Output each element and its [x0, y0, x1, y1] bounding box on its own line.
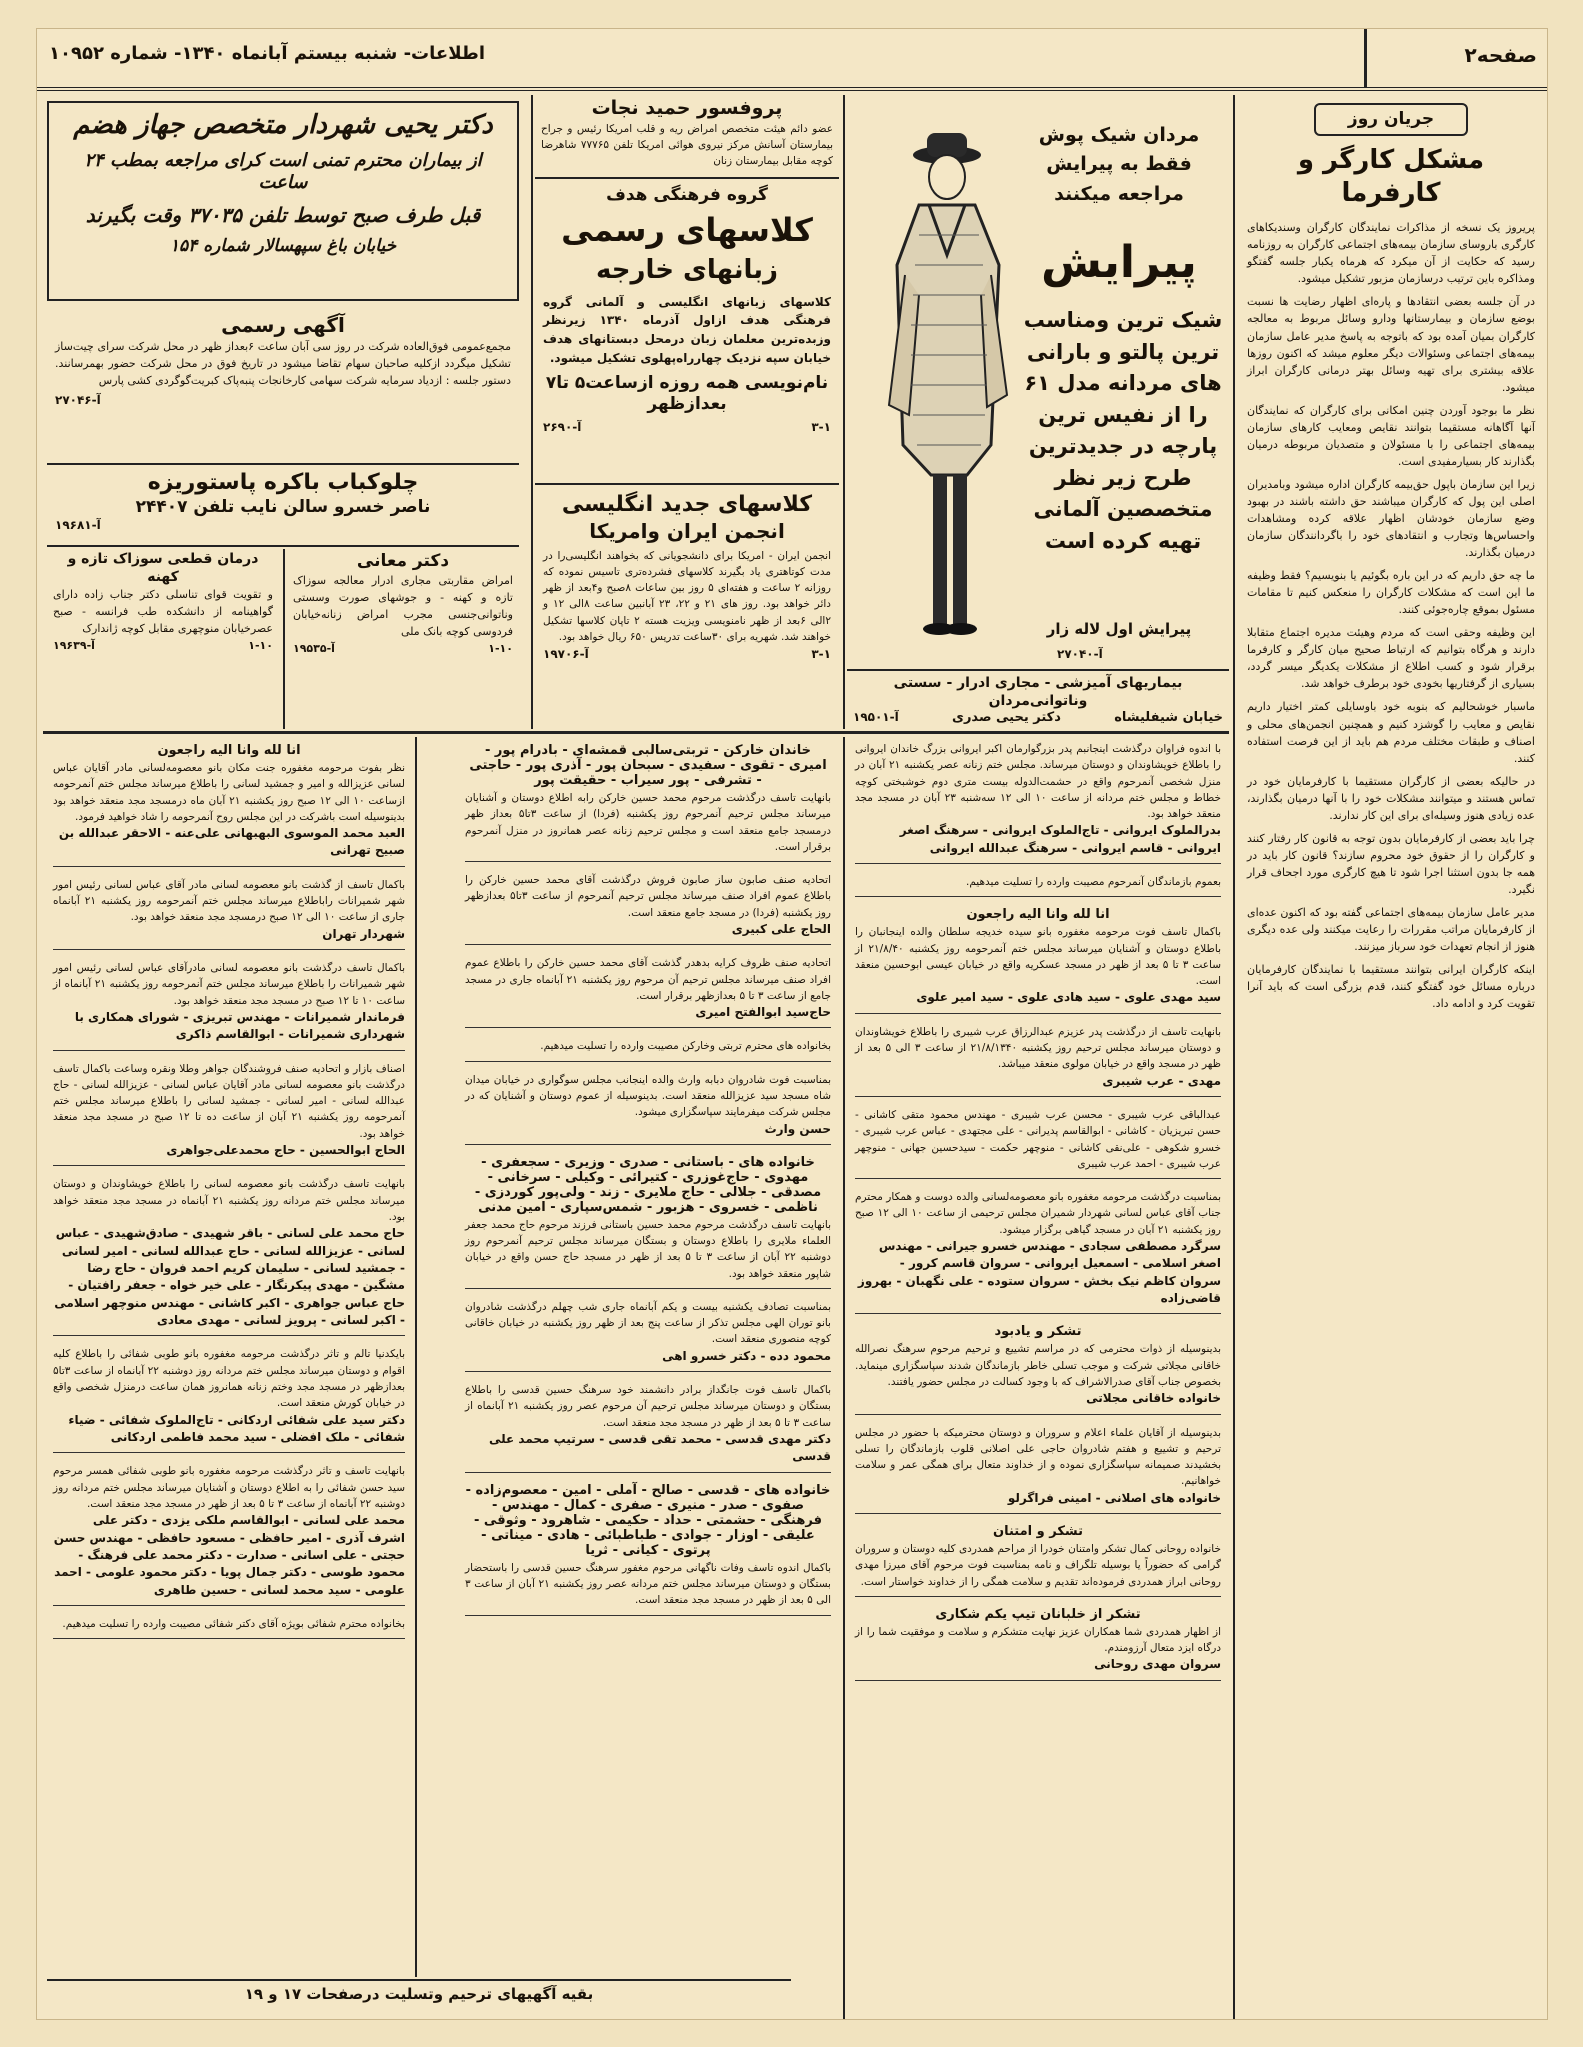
obituary-title: خاندان خارکن - تربتی‌سالبی قمشه‌ای - بادرام پور - امیری - تقوی - سفیدی - سبحان پور - آذری پور - حاجتی - تشرفی - پور سیراب - حقیقت پور: [469, 743, 827, 788]
obituary-body: باکمال تاسف فوت مرحومه مغفوره بانو سیده خدیجه سلطان والده اینجانبان را باطلاع دوستان و آشنایان میرساند مجلس ختم آنمرحومه روز یکشنبه ۲۱/۸/۴۰ از ساعت ۳ تا ۵ بعد از ظهر در مسجد عسکریه واقع در خیابان عیسی ابوحسین منعقد است.: [855, 926, 1221, 988]
hadaf-body: کلاسهای زبانهای انگلیسی و آلمانی گروه فرهنگی هدف ازاول آذرماه ۱۳۴۰ زیرنظر وزبده‌ترین معلمان زبان درمحل دبستانهای هدف خیابان سپه نزدیک چهارراه‌پهلوی تشکیل میشود.: [543, 294, 831, 365]
kabab-ad: [47, 467, 519, 543]
notice-separator: [465, 944, 831, 945]
notice-separator: [53, 1638, 405, 1639]
column-rule: [843, 737, 845, 2019]
notice-separator: [53, 1452, 405, 1453]
obituary-body: باکمال تاسف درگذشت بانو معصومه لسانی مادرآقای عباس لسانی رئیس امور شهر شمیرانات را باطلاع میرساند مجلس ختم آنمرحومه روز یکشنبه ۲۱ آبانماه از ساعت ۱۰ تا ۱۲ صبح در مسجد مجد منعقد خواهد بود.: [53, 962, 405, 1007]
doctor-shahrdar-ad: [47, 101, 519, 301]
official-body: مجمع‌عمومی فوق‌العاده شرکت در روز سی آبان ساعت ۶بعداز ظهر در محل شرکت سرای چیت‌ساز تشکیل میگردد ازکلیه صاحبان سهام تقاضا میشود در تاریخ فوق در محل شرکت حضور بهمرسانند. دستور جلسه : ازدیاد سرمایه شرکت سهامی کارخانجات پنبه‌پاک کبریت‌گوگردی کشی پارس: [55, 340, 511, 388]
obituary-signature: سید مهدی علوی - سید هادی علوی - سید امیر علوی: [916, 990, 1221, 1005]
notice-separator: [855, 1096, 1221, 1097]
notice-separator: [855, 1013, 1221, 1014]
obituary-notice: [855, 874, 1221, 897]
obituary-signature: حاج محمد علی لسانی - باقر شهیدی - صادق‌شهیدی - عباس لسانی - عزیزالله لسانی - حاج عبدالله لسانی - امیر لسانی - جمشید لسانی - سلیمان کریم احمد فروان - حاج رضا مشگین - مهدی پیکرنگار - علی خیر خواه - جعفر رافتیان - حاج عباس جواهری - اکبر کاشانی - مهندس منوچهر اسلامی - اکبر لسانی - پرویز لسانی - مهدی معادی: [54, 1226, 405, 1328]
english-code-left: آ-۱۹۷۰۶: [543, 647, 589, 662]
obituary-body: بدینوسیله از آقایان علماء اعلام و سروران و دوستان محترمیکه با حضور در مجلس ترحیم و تشییع و هفتم شادروان حاجی علی اصلانی قلوب بازماندگان را تسلی بخشیدند صمیمانه سپاسگزاری نموده و از خداوند متعال برای همگی عمر و سلامت خواهانیم.: [855, 1426, 1221, 1488]
english-subtitle: انجمن ایران وامریکا: [589, 518, 785, 543]
newspaper-page: [36, 28, 1548, 2020]
obituary-signature: شهردار تهران: [322, 926, 405, 941]
obituary-title: خانواده های - قدسی - صالح - آملی - امین - معصوم‌زاده - صفوی - صدر - منیری - صفری - کمال - مهندس - فرهنگی - حشمتی - حداد - حکیمی - شاهرود - وثوقی - علیقی - اوزار - جوادی - طباطبائی - هادی - میناتی - پرتوی - کیانی - ثریا: [465, 1482, 831, 1558]
darman-title: درمان قطعی سوزاک تازه و کهنه: [67, 551, 259, 585]
rule: [47, 1979, 791, 1981]
notice-separator: [855, 1513, 1221, 1514]
obituary-body: بانهایت تاسف درگذشت مرحوم محمد حسین باستانی فرزند مرحوم حاج محمد جعفر العلماء ملایری را باطلاع دوستان و بستگان میرساند مجلس ترحیم آنمرحوم روز دوشنبه ۲۲ آبان از ساعت ۳ تا ۵ بعد از ظهر در مسجد حاج حسن واقع در خیابان شاپور منعقد خواهد بود.: [465, 1218, 831, 1280]
obituary-notice: [855, 1324, 1221, 1414]
notice-separator: [53, 1605, 405, 1606]
hadaf-code-right: ۳-۱: [811, 419, 831, 434]
obituary-signature: محمد علی لسانی - ابوالقاسم ملکی یزدی - دکتر علی اشرف آذری - امیر حافظی - مسعود حافظی - مهندس حسن حجتی - علی اسانی - صدارت - دکتر محمد علی فرهنگ - محمود طوسی - دکتر جمال پویا - دکتر محمود علومی - احمد علومی - سید محمد لسانی - حسین طاهری: [53, 1513, 405, 1597]
obituary-signature: الحاج علی کبیری: [731, 921, 831, 936]
obituary-body: با اندوه فراوان درگذشت اینجانبم پدر بزرگوارمان اکبر ایروانی بزرگ خاندان ایروانی را باطلاع خویشاوندان و دوستان میرساند. مجلس ختم زنانه عصر یکشنبه ۲۱ آبان در منزل شخصی آنمرحوم واقع در حشمت‌الدوله بیست متری دوم خوشبختی کوچه خطاط و مجلس ختم مردانه از ساعت ۱۰ الی ۱۲ سه‌شنبه ۲۳ آبان در مسجد مجد منعقد خواهد بود.: [855, 743, 1222, 821]
doctor-maani-ad: [287, 549, 519, 729]
obituary-title: انا لله وانا الیه راجعون: [966, 907, 1110, 923]
official-code: آ-۲۷۰۴۶: [55, 393, 101, 408]
rule: [847, 669, 1229, 671]
editorial-paragraph: نظر ما بوجود آوردن چنین امکانی برای کارگران که نمایندگان آنها آگاهانه مستقیما بتوانند نقایص ومعایب کارهای سازمان بیمه‌های اجتماعی را با مسئولان و متصدیان مربوطه درمیان بگذارند کار بسیارمفیدی است.: [1247, 403, 1535, 468]
kabab-title: چلوکباب باکره پاستوریزه: [147, 470, 419, 495]
obituary-body: بانهایت تاسف از درگذشت پدر عزیزم عبدالرزاق عرب شیبری را باطلاع خویشاوندان و دوستان میرساند مجلس ترحیم روز یکشنبه ۲۱/۸/۱۳۴۰ از ساعت ۳ الی ۵ بعد از ظهر در مسجد واقع در خیابان مولوی منعقد میباشد.: [855, 1025, 1222, 1071]
darman-body: و تقویت قوای تناسلی دکتر جناب زاده دارای گواهینامه از دانشکده طب فرانسه - صبح عصرخیابان منوچهری مقابل کوچه ژاندارک: [53, 588, 273, 636]
hadaf-title: کلاسهای رسمی: [561, 211, 813, 250]
obituary-notice: [855, 1607, 1221, 1681]
sadri-address: خیابان شیفلیشاه: [1114, 710, 1223, 725]
column-rule: [1233, 95, 1235, 2019]
editorial-paragraph: ماسبار خوشحالیم که بنوبه خود باوسایلی کمتر اختیار داریم نقایص و معایب را گوشزد کنیم و همچنین انجمن‌های محلی و اصناف و طبقات مختلف مردم هم باید از این فرصت استفاده کنند.: [1247, 700, 1535, 765]
notice-separator: [465, 1371, 831, 1372]
obituary-body: بخانواده محترم شفائی بویژه آقای دکتر شفائی مصیبت وارده را تسلیت میدهیم.: [62, 1618, 405, 1631]
obituary-signature: خانواده های اصلانی - امینی فراگرلو: [1007, 1490, 1221, 1505]
notice-separator: [53, 1335, 405, 1336]
obituary-notice: [465, 1072, 831, 1145]
editorial-kicker: جریان روز: [1347, 109, 1435, 129]
section-rule: [43, 731, 1229, 734]
obituary-notice: [855, 741, 1221, 864]
sadri-name: دکتر یحیی صدری: [952, 710, 1061, 725]
obituary-title: تشکر از خلبانان تیپ یکم شکاری: [935, 1606, 1141, 1622]
notice-separator: [855, 1596, 1221, 1597]
obituary-notice: [855, 1107, 1221, 1179]
obituary-title: انا لله وانا الیه راجعون: [157, 743, 301, 758]
notice-separator: [465, 1615, 831, 1616]
obituary-body: نظر بفوت مرحومه مغفوره جنت مکان بانو معصومه‌لسانی مادر آقایان عباس لسانی عزیزالله و امیر و جمشید لسانی را باطلاع میرساند مجلس ختم آنمرحومه ازساعت ۱۰ الی ۱۲ صبح روز یکشنبه ۲۱ آبان ماه درمسجد مجد منعقد خواهد بود بدینوسیله است باشرکت در این مجلس روح آنمرحومه را شاد خواهید فرمود.: [53, 762, 405, 823]
nejat-body: عضو دائم هیئت متخصص امراض ریه و قلب امریکا رئیس و جراح بیمارستان آسانش مرکز نیروی هوائی امریکا تلفن ۷۷۷۶۵ شاهرضا کوچه مقابل بیمارستان زنان: [541, 122, 833, 168]
page-header: [37, 29, 1547, 91]
obituary-notice: [465, 1038, 831, 1061]
obituary-notice: [855, 1524, 1221, 1597]
hadaf-code-left: آ-۲۶۹۰: [543, 419, 582, 434]
notice-separator: [855, 896, 1221, 897]
shahrdar-line1: دکتر یحیی شهردار متخصص جهاز هضم: [73, 110, 493, 140]
obituary-notice: [465, 1155, 831, 1289]
footer-note-box: [47, 1985, 791, 2015]
shahrdar-line2: از بیماران محترم تمنی است کرای مراجعه بمطب ۲۴ ساعت: [84, 149, 482, 193]
obituary-body: بعموم بازماندگان آنمرحوم مصیبت وارده را تسلیت میدهیم.: [965, 876, 1221, 889]
obituary-notice: [53, 1616, 405, 1639]
darman-ad: [47, 549, 279, 729]
obituary-notice: [465, 1299, 831, 1372]
rule: [47, 545, 519, 547]
obituary-notice: [53, 1346, 405, 1453]
piraish-code: آ-۲۷۰۴۰: [1057, 647, 1103, 661]
obituary-signature: العبد محمد الموسوی البهبهانی علی‌عنه - الاحقر عبدالله بن صبیح تهرانی: [58, 826, 405, 858]
dateline: اطلاعات- شنبه بیستم آبانماه ۱۳۴۰- شماره ۱۰۹۵۲: [49, 43, 485, 64]
obituary-body: عبدالباقی عرب شیبری - محسن عرب شیبری - مهندس محمود متقی کاشانی - حسن تبریزیان - کاشانی - ابوالقاسم پدیرانی - علی مجتهدی - عباس عرب شیبری - خسرو شکوهی - علی‌نقی کاشانی - منوچهر حکمت - سیدحسین جهانی - منوچهر عرب شیبری - احمد عرب شیبری: [855, 1109, 1221, 1170]
obituary-title: تشکر و امتنان: [993, 1524, 1083, 1540]
english-body: انجمن ایران - امریکا برای دانشجویانی که بخواهند انگلیسی‌را در مدت کوتاهتری یاد بگیرند کلاسهای فشرده‌تری تاسیس نموده که روزانه ۲ ساعت و هفته‌ای ۵ روز بین ساعات ۸صبح و۴بعد از ظهر دائر خواهد بود. روز های ۲۱ و ۲۲، ۲۳ آبانبین ساعت ۸الی ۱۲ و ۲الی ۶بعد از ظهر نامنویسی ویزیت هسته ۲ تاپان کلاسها تشکیل خواهند شد. شهریه برای ۳۰ساعت تدریس ۶۵۰ ریال خواهد بود.: [543, 549, 831, 643]
rule: [47, 463, 519, 465]
hadaf-subtitle: زبانهای خارجه: [595, 255, 779, 286]
obituaries-column-2: [457, 737, 839, 2019]
notice-separator: [465, 1472, 831, 1473]
obituary-body: اتحادیه صنف ظروف کرایه بدهدر گذشت آقای محمد حسین خارکن را باطلاع عموم افراد صنف میرساند مجلس ترحیم آن مرحوم روز یکشنبه ۲۱ آبانماه جاری در مسجد جامع از ساعت ۳ تا ۵ بعدازظهر برقرار است.: [465, 957, 831, 1002]
editorial-paragraph: در آن جلسه بعضی انتقادها و پاره‌ای اظهار رضایت ها نسبت بوضع سازمان و بیمارستانها ودارو وسائل مربوط به معالجه کارگران بمیان آمده بود که باتوجه به پاسخ مدیر عامل سازمان بیمه‌های اجتماعی وسئوالات دیگر معلوم میشد که اکنون روزها علاقه بیشتری برای تهیه وسائل بهتر درمانی کارگران ابراز میشود.: [1247, 295, 1535, 394]
obituary-body: بمناسبت درگذشت مرحومه مغفوره بانو معصومه‌لسانی والده دوست و همکار محترم جناب آقای عباس لسانی شهردار شمیران مجلس ترحیمی از ساعت ۱۰ الی ۱۲ صبح روز یکشنبه ۲۱ آبان در مسجد گیاهی برگزار میشود.: [855, 1191, 1222, 1236]
editorial-title: مشکل کارگر و کارفرما: [1297, 145, 1485, 208]
obituary-signature: الحاج ابوالحسین - حاج محمدعلی‌جواهری: [166, 1142, 405, 1157]
official-title: آگهی رسمی: [221, 313, 345, 337]
column-rule: [843, 95, 845, 729]
maani-body: امراض مقاربتی مجاری ادرار معالجه سوزاک تازه و کهنه - و جوشهای صورت وسستی وناتوانی‌جنسی مجرب امراض زنانه‌خیابان فردوسی کوچه‌ بانک ملی: [293, 574, 513, 639]
doctor-sadri-ad: [847, 673, 1229, 729]
official-notice-ad: [47, 311, 519, 461]
shahrdar-line3: قبل طرف صبح توسط تلفن ۳۷۰۳۵ وقت بگیرند: [85, 202, 481, 227]
notice-separator: [53, 1165, 405, 1166]
obituary-title: تشکر و یادبود: [994, 1324, 1082, 1340]
obituary-body: بمناسبت تصادف یکشنبه بیست و یکم آبانماه جاری شب چهلم درگذشت شادروان بانو توران الهی مجلس تذکر از ساعت پنج بعد از ظهر روز یکشنبه در خیابان خاقانی کوچه منصوری منعقد است.: [465, 1300, 831, 1346]
obituary-signature: بدرالملوک ایروانی - تاج‌الملوک ایروانی - سرهنگ اصغر ایروانی - قاسم ایروانی - سرهنگ عبدالله ایروانی: [899, 823, 1221, 855]
obituary-body: بمناسبت فوت شادروان دبابه وارث والده اینجانب مجلس سوگواری در خیابان میدان شاه مسجد سید عزیزالله منعقد است. بدینوسیله از عموم دوستان و آشنایان که در مجلس شرکت میفرمایند سپاسگزاری میشود.: [465, 1073, 831, 1119]
obituary-signature: مهدی - عرب شیبری: [1102, 1073, 1221, 1088]
obituary-signature: حسن وارث: [764, 1121, 831, 1136]
obituary-body: بانهایت تاسف درگذشت بانو معصومه لسانی را باطلاع خویشاوندان و دوستان میرساند مجلس ختم مردانه روز یکشنبه ۲۱ آبانماه در مسجد مجد منعقد خواهد بود.: [53, 1178, 405, 1223]
obituary-notice: [53, 877, 405, 950]
notice-separator: [465, 1144, 831, 1145]
obituary-body: از اظهار همدردی شما همکاران عزیز نهایت متشکرم و سلامت و موفقیت شما را از درگاه ایزد متعال آرزومندم.: [855, 1625, 1221, 1655]
notice-separator: [465, 1061, 831, 1062]
editorial-paragraph: در حالیکه بعضی از کارگران مستقیما با کارفرمایان خود در تماس هستند و میتوانند مشکلات خود را با آنها درمیان بگذارند، عده زیادی هنوز وسیله‌ای برای این کار ندارند.: [1247, 774, 1535, 822]
obituary-signature: محمود دده - دکتر خسرو اهی: [662, 1348, 831, 1363]
obituary-signature: فرماندار شمیرانات - مهندس تبریزی - شورای همکاری با شهرداری شمیرانات - ابوالقاسم ذاکری: [74, 1009, 405, 1042]
obituary-body: اتحادیه صنف صابون ساز صابون فروش درگذشت آقای محمد حسین خارکن را باطلاع عموم افراد صنف میرساند مجلس ترحیم آنمرحوم از ساعت ۳تا۵ بعدازظهر روز یکشنبه (فردا) در مسجد جامع منعقد است.: [465, 874, 831, 919]
man-in-coat-illustration: [859, 115, 1029, 655]
notice-separator: [53, 866, 405, 867]
footer-note: بقیه آگهیهای ترحیم وتسلیت درصفحات ۱۷ و ۱۹: [244, 1985, 594, 2003]
notice-separator: [465, 1288, 831, 1289]
obituary-body: باکمال اندوه تاسف وفات ناگهانی مرحوم مغفور سرهنگ حسین قدسی را باستحضار بستگان و دوستان میرساند مجلس ختم مردانه عصر روز یکشنبه ۲۱ آبان از ساعت ۳ الی ۵ بعد از ظهر در مسجد مجد منعقد است.: [465, 1561, 831, 1607]
obituary-body: بایکدنیا تالم و تاثر درگذشت مرحومه مغفوره بانو طوبی شفائی را باطلاع کلیه اقوام و دوستان میرساند مجلس ختم مردانه روز دوشنبه ۲۲ آبانماه از ساعت ۳تا۵ بعدازظهر در مسجد مجد وختم زنانه همانروز همان ساعت درمنزل شخصی واقع در خیابان کورش منعقد است.: [53, 1348, 405, 1410]
shahrdar-line4: خیابان باغ سپهسالار شماره ۱۵۴: [169, 235, 397, 256]
editorial-paragraph: اینکه کارگران ایرانی بتوانند مستقیما با نمایندگان کارفرمایان درباره مسائل خود گفتگو کنند، قدم بزرگی است که باید آنرا تقویت کرد و ادامه داد.: [1247, 963, 1535, 1011]
obituary-notice: [53, 960, 405, 1051]
kicker-box: [1314, 103, 1468, 136]
obituary-notice: [53, 743, 405, 867]
notice-separator: [855, 1178, 1221, 1179]
piraish-lead: مردان شیک پوش فقط به پیرایش مراجعه میکنند: [1038, 124, 1200, 205]
english-title: کلاسهای جدید انگلیسی: [561, 492, 813, 517]
obituaries-column-3: [847, 737, 1229, 2019]
obituary-notice: [855, 1024, 1221, 1097]
obituary-notice: [53, 1463, 405, 1606]
obituary-body: باکمال تاسف از گذشت بانو معصومه لسانی مادر آقای عباس لسانی رئیس امور شهر شمیرانات راباطلاع میرساند مجلس ختم آنمرحومه روز یکشنبه ۲۱ آبانماه جاری از ساعت ۱۰ الی ۱۲ صبح درمسجد مجد منعقد خواهد بود.: [53, 878, 405, 924]
nejat-title: پروفسور حمید نجات: [591, 97, 783, 119]
obituary-signature: خانواده خاقانی مجلاتی: [1086, 1391, 1221, 1406]
obituary-signature: حاج‌سید ابوالفتح امیری: [695, 1005, 831, 1020]
piraish-address: پیرایش اول لاله زار: [1046, 620, 1192, 638]
obituary-body: باکمال تاسف فوت جانگداز برادر دانشمند خود سرهنگ حسین قدسی را باطلاع بستگان و دوستان میرساند مجلس ترحیم آن مرحوم عصر روز یکشنبه ۲۱ آبانماه از ساعت ۳ تا ۵ بعد از ظهر در مسجد مجد منعقد است.: [465, 1384, 831, 1429]
obituary-signature: دکتر سید علی شفائی اردکانی - تاج‌الملوک شفائی - ضیاء شفائی - ملک افضلی - سید محمد فاطمی اردکانی: [68, 1412, 405, 1444]
obituary-body: بانهایت تاسف و تاثر درگذشت مرحومه مغفوره بانو طوبی شفائی همسر مرحوم سید حسن شفائی را به اطلاع دوستان و آشنایان میرساند مجلس ختم مردانه روز دوشنبه ۲۲ آبانماه از ساعت ۳ تا ۵ بعد از ظهر در مسجد مجد منعقد است.: [53, 1465, 405, 1510]
editorial-paragraph: مدیر عامل سازمان بیمه‌های اجتماعی گفته بود که اکنون عده‌ای از کارفرمایان مراتب مقررات را رعایت میکنند ولی عده دیگری هنوز از انجام تعهدات خود سرباز میزنند.: [1247, 905, 1535, 954]
piraish-ad: [847, 95, 1229, 667]
notice-separator: [855, 1680, 1221, 1681]
obituary-notice: [53, 1176, 405, 1336]
maani-code-right: ۱-۱۰: [488, 642, 513, 656]
obituary-signature: سرگرد مصطفی سجادی - مهندس خسرو جیرانی - مهندس اصغر اسلامی - اسمعیل ایروانی - سروان قاسم کرور - سروان کاظم نیک بخش - سروان ستوده - علی نگهبان - بهروز قاضی‌زاده: [857, 1238, 1221, 1306]
obituary-notice: [465, 743, 831, 862]
obituary-notice: [53, 1061, 405, 1167]
notice-separator: [53, 1050, 405, 1051]
kabab-code: آ-۱۹۶۸۱: [55, 517, 101, 532]
obituary-body: خانواده روحانی کمال تشکر وامتنان خودرا از مراحم همدردی کلیه دوستان و سروران گرامی که حضوراً یا بوسیله تلگراف و نامه بمناسبت فوت مرحوم آقای میرزا مهدی روحانی ابراز همدردی فرموده‌اند تقدیم و سلامت همگی را از خداوند خواستار است.: [855, 1543, 1221, 1588]
maani-code-left: آ-۱۹۵۳۵: [293, 642, 335, 656]
editorial-body: [1247, 219, 1535, 1012]
obituary-notice: [465, 1382, 831, 1473]
editorial-paragraph: پریروز یک نسخه از مذاکرات نمایندگان کارگران وسندیکاهای کارگری باروسای سازمان بیمه‌های اجتماعی کارگران به روزنامه رسید که حکایت از آن میکرد که هرماه یکبار جلسه گفتگو ومذاکره باین ترتیب درسازمان مزبور تشکیل میشود.: [1247, 221, 1535, 286]
notice-separator: [855, 1313, 1221, 1314]
obituaries-column-1: [47, 737, 411, 1977]
obituary-body: اصناف بازار و اتحادیه صنف فروشندگان جواهر وطلا ونقره وساعت باکمال تاسف درگذشت بانو معصومه لسانی مادر آقایان عباس لسانی - عزیزالله لسانی - حاج عبدالله لسانی - امیر لسانی - جمشید لسانی را باطلاع میرساند مجلس ختم آنمرحومه روز یکشنبه ۲۱ آبان از ساعت ده تا ۱۲ صبح در مسجد مجد منعقد خواهد بود.: [53, 1062, 406, 1140]
obituary-notice: [465, 872, 831, 945]
obituary-signature: دکتر مهدی قدسی - محمد تقی قدسی - سرتیپ محمد علی قدسی: [489, 1431, 831, 1464]
hadaf-classes-ad: [535, 181, 839, 481]
editorial-paragraph: زیرا این سازمان باپول حق‌بیمه کارگران اداره میشود وبامدیران اصلی این پول که کارگران میباشند حق داشته باشند در بهبود وضع سازمان خودشان اظهار علاقه کرده ومشاهدات واحساس‌ها وتجارب و انتقادهای خود را باگردانندگان سازمان درمیان بگذارند.: [1247, 477, 1535, 560]
darman-code-left: آ-۱۹۶۳۹: [53, 639, 95, 653]
column-rule: [283, 549, 285, 729]
editorial-paragraph: این وظیفه وحقی است که مردم وهیئت مدیره اجتماع متقابلا دارند و هرگاه بتوانیم که ارتباط صحیح میان کارگر و کارفرما برقرار شود و کسب اطلاع از مشکلات یکدیگر میسر گردد، بسیاری از گرفتاریها بخودی خود برطرف خواهد شد.: [1247, 626, 1535, 691]
rule: [535, 177, 839, 179]
obituary-body: بدینوسیله از ذوات محترمی که در مراسم تشییع و ترحیم مرحوم سرهنگ نصرالله خاقانی مجلاتی شرکت و موجب تسلی خاطر بازماندگان شدند سپاسگزاری مینماید. بخصوص جناب آقای صدرالاشراف که با وجود کسالت در مجلس حضور یافتند.: [855, 1343, 1221, 1388]
english-classes-ad: [535, 487, 839, 729]
hadaf-kicker: گروه فرهنگی هدف: [606, 185, 768, 205]
notice-separator: [53, 949, 405, 950]
page-number: صفحه۲: [1464, 43, 1537, 67]
obituary-title: خانواده های - باستانی - صدری - وزیری - سجعفری - مهدوی - حاج‌غوزری - کتیرائی - وکیلی - سرخانی - مصدقی - جلالی - حاج ملایری - زند - ولی‌پور کوردزی - ناظمی - خسروی - هزبور - شمس‌سپاری - امین مدنی: [474, 1154, 822, 1215]
hadaf-signup: نام‌نویسی همه روزه ازساعت۵ تا۷ بعدازظهر: [545, 373, 829, 415]
obituary-notice: [855, 907, 1221, 1013]
obituary-notice: [855, 1425, 1221, 1514]
obituary-notice: [465, 1483, 831, 1616]
notice-separator: [855, 863, 1221, 864]
column-rule: [531, 95, 533, 729]
notice-separator: [465, 861, 831, 862]
kabab-body: ناصر خسرو سالن نایب تلفن ۲۴۴۰۷: [135, 496, 431, 517]
obituary-body: بانهایت تاسف درگذشت مرحوم محمد حسین خارکن رابه اطلاع دوستان و آشنایان میرساند مجلس ترحیم آنمرحوم روز یکشنبه (فردا) از ساعت ۳تا۵ بعداز ظهر درمسجد جامع منعقد است و مجلس ترحیم زنانه عصر همانروز در منزل آنمرحوم برقرار است.: [465, 792, 831, 853]
sadri-code: آ-۱۹۵۰۱: [853, 710, 899, 724]
editorial-column: [1241, 95, 1541, 2019]
english-code-right: ۳-۱: [811, 647, 831, 662]
maani-title: دکتر معانی: [356, 551, 450, 571]
darman-code-right: ۱-۱۰: [248, 639, 273, 653]
obituary-body: بخانواده های محترم تربتی وخارکن مصیبت وارده را تسلیت میدهیم.: [540, 1040, 831, 1053]
sadri-title: بیماریهای آمیزشی - مجاری ادرار - سستی وناتوانی‌مردان: [893, 675, 1183, 709]
rule: [535, 483, 839, 485]
obituary-signature: سروان مهدی روحانی: [1094, 1657, 1221, 1672]
obituary-notice: [855, 1189, 1221, 1314]
piraish-brand: پیرایش: [1041, 237, 1197, 288]
editorial-paragraph: ما چه حق داریم که در این باره بگوئیم یا بنویسیم؟ فقط وظیفه ما این است که مشکلات کارگران را منعکس کنیم تا مقامات مسئول بموقع چاره‌جوئی کنند.: [1247, 569, 1535, 617]
notice-separator: [855, 1414, 1221, 1415]
nejat-ad: [535, 95, 839, 175]
column-rule: [415, 737, 417, 1977]
editorial-paragraph: چرا باید بعضی از کارفرمایان بدون توجه به قانون کار رفتار کنند و کارگران را از حقوق خود محروم سازند؟ قانون کار باید در همه جا بدون استثنا اجرا شود تا هیچ کارگری مورد اجحاف قرار نگیرد.: [1247, 831, 1535, 896]
obituary-notice: [465, 955, 831, 1028]
notice-separator: [465, 1027, 831, 1028]
piraish-body: شیک ترین ومناسب ترین پالتو و بارانی های مردانه مدل ۶۱ را از نفیس ترین پارچه در جدیدترین طرح زیر نظر متخصصین آلمانی تهیه کرده است: [1023, 308, 1223, 553]
